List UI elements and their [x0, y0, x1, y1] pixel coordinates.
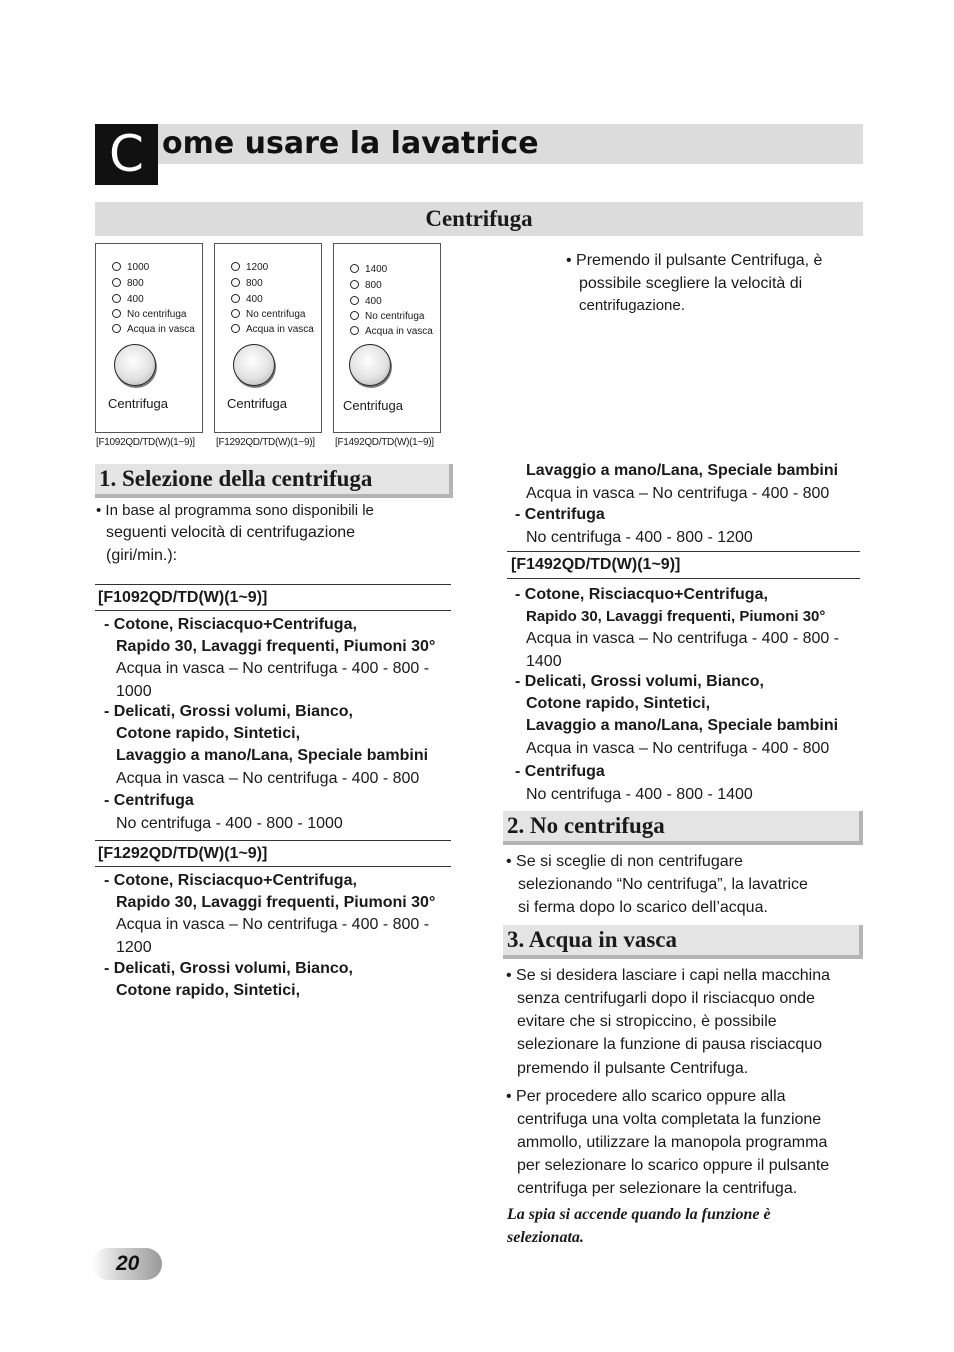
body-line: premendo il pulsante Centrifuga. — [517, 1060, 749, 1077]
intro-line: possibile scegliere la velocità di — [579, 275, 803, 292]
speed-list: Acqua in vasca – No centrifuga - 400 - 800 - — [116, 660, 430, 677]
model-heading: [F1292QD/TD(W)(1~9)] — [98, 845, 268, 862]
intro-line: centrifugazione. — [579, 297, 685, 314]
led-icon — [112, 294, 121, 303]
body-line: centrifuga una volta completata la funzione — [517, 1111, 822, 1128]
model-heading: [F1492QD/TD(W)(1~9)] — [511, 556, 681, 573]
body-line: (giri/min.): — [106, 547, 178, 564]
chapter-title: ome usare la lavatrice — [162, 126, 539, 161]
body-line: • Per procedere allo scarico oppure alla — [506, 1088, 786, 1105]
spin-knob-icon — [233, 344, 275, 386]
speed-list: Acqua in vasca – No centrifuga - 400 - 800 — [526, 485, 830, 502]
speed-list: No centrifuga - 400 - 800 - 1400 — [526, 786, 753, 803]
speed-list: 1000 — [116, 683, 152, 700]
body-line: selezionando “No centrifuga”, la lavatrice — [518, 876, 808, 893]
divider — [95, 840, 451, 841]
led-icon — [231, 309, 240, 318]
body-line: • Se si desidera lasciare i capi nella macchina — [506, 967, 830, 984]
divider — [507, 551, 860, 552]
divider — [95, 584, 451, 585]
program-group: Lavaggio a mano/Lana, Speciale bambini — [526, 717, 839, 734]
section-title: Centrifuga — [95, 202, 863, 236]
page-number-badge — [92, 1248, 162, 1280]
panel-caption: [F1292QD/TD(W)(1~9)] — [216, 437, 315, 448]
speed-list: Acqua in vasca – No centrifuga - 400 - 800 - — [116, 916, 430, 933]
panel-option: 1200 — [231, 262, 268, 274]
program-group: Rapido 30, Lavaggi frequenti, Piumoni 30° — [116, 894, 436, 911]
body-line: ammollo, utilizzare la manopola programma — [517, 1134, 828, 1151]
panel-option: Acqua in vasca — [112, 324, 195, 336]
panel-option: 800 — [231, 278, 263, 290]
knob-label: Centrifuga — [108, 396, 168, 411]
led-icon — [350, 326, 359, 335]
panel-option: No centrifuga — [112, 309, 186, 321]
program-group: Lavaggio a mano/Lana, Speciale bambini — [526, 462, 839, 479]
speed-list: Acqua in vasca – No centrifuga - 400 - 800 - — [526, 630, 840, 647]
program-group: - Cotone, Risciacquo+Centrifuga, — [515, 586, 768, 603]
program-group: Cotone rapido, Sintetici, — [526, 695, 711, 712]
panel-caption: [F1092QD/TD(W)(1~9)] — [96, 437, 195, 448]
panel-option: 400 — [231, 294, 263, 306]
subsection-title-2: 2. No centrifuga — [503, 811, 863, 845]
led-icon — [350, 311, 359, 320]
led-icon — [112, 324, 121, 333]
program-group: - Cotone, Risciacquo+Centrifuga, — [104, 872, 357, 889]
panel-option: 400 — [112, 294, 144, 306]
led-icon — [350, 264, 359, 273]
program-group: Rapido 30, Lavaggi frequenti, Piumoni 30° — [526, 608, 826, 625]
panel-option: Acqua in vasca — [231, 324, 314, 336]
panel-option: 800 — [350, 280, 382, 292]
program-group: Rapido 30, Lavaggi frequenti, Piumoni 30° — [116, 638, 436, 655]
panel-option: No centrifuga — [350, 311, 424, 323]
panel-option: 800 — [112, 278, 144, 290]
subsection-title-1: 1. Selezione della centrifuga — [95, 464, 453, 498]
program-group: Cotone rapido, Sintetici, — [116, 982, 301, 999]
divider — [95, 610, 451, 611]
program-group: Cotone rapido, Sintetici, — [116, 725, 301, 742]
led-icon — [231, 278, 240, 287]
divider — [507, 578, 860, 579]
body-line: centrifuga per selezionare la centrifuga. — [517, 1180, 798, 1197]
spin-panel-1092 — [95, 243, 203, 433]
panel-option: 1000 — [112, 262, 149, 274]
program-group: Lavaggio a mano/Lana, Speciale bambini — [116, 747, 429, 764]
intro-line: • Premendo il pulsante Centrifuga, è — [566, 252, 823, 269]
program-group: - Delicati, Grossi volumi, Bianco, — [104, 960, 353, 977]
speed-list: Acqua in vasca – No centrifuga - 400 - 800 — [116, 770, 420, 787]
led-icon — [112, 309, 121, 318]
led-icon — [231, 324, 240, 333]
model-heading: [F1092QD/TD(W)(1~9)] — [98, 589, 268, 606]
program-group: - Centrifuga — [104, 792, 194, 809]
program-group: - Centrifuga — [515, 506, 605, 523]
led-icon — [112, 278, 121, 287]
panel-caption: [F1492QD/TD(W)(1~9)] — [335, 437, 434, 448]
body-line: • Se si sceglie di non centrifugare — [506, 853, 743, 870]
panel-option: 1400 — [350, 264, 387, 276]
led-icon — [350, 296, 359, 305]
speed-list: No centrifuga - 400 - 800 - 1200 — [526, 529, 753, 546]
speed-list: No centrifuga - 400 - 800 - 1000 — [116, 815, 343, 832]
speed-list: 1200 — [116, 939, 152, 956]
led-icon — [350, 280, 359, 289]
body-line: • In base al programma sono disponibili le — [96, 502, 374, 519]
chapter-initial: C — [95, 124, 158, 185]
body-line: evitare che si stropiccino, è possibile — [517, 1013, 777, 1030]
led-icon — [112, 262, 121, 271]
spin-knob-icon — [114, 344, 156, 386]
led-icon — [231, 262, 240, 271]
body-line: selezionare la funzione di pausa risciacquo — [517, 1036, 823, 1053]
speed-list: 1400 — [526, 653, 562, 670]
panel-option: 400 — [350, 296, 382, 308]
page-number: 20 — [116, 1252, 140, 1275]
spin-panel-1292 — [214, 243, 322, 433]
spin-knob-icon — [349, 344, 391, 386]
program-group: - Centrifuga — [515, 763, 605, 780]
knob-label: Centrifuga — [227, 396, 287, 411]
body-line: per selezionare lo scarico oppure il pulsante — [517, 1157, 830, 1174]
program-group: - Delicati, Grossi volumi, Bianco, — [515, 673, 764, 690]
knob-label: Centrifuga — [343, 398, 403, 413]
body-line: seguenti velocità di centrifugazione — [106, 524, 356, 541]
body-line: senza centrifugarli dopo il risciacquo onde — [517, 990, 815, 1007]
body-line: si ferma dopo lo scarico dell’acqua. — [518, 899, 768, 916]
panel-option: Acqua in vasca — [350, 326, 433, 338]
subsection-title-3: 3. Acqua in vasca — [503, 925, 863, 959]
program-group: - Delicati, Grossi volumi, Bianco, — [104, 703, 353, 720]
note-line: selezionata. — [507, 1229, 584, 1246]
speed-list: Acqua in vasca – No centrifuga - 400 - 800 — [526, 740, 830, 757]
led-icon — [231, 294, 240, 303]
program-group: - Cotone, Risciacquo+Centrifuga, — [104, 616, 357, 633]
divider — [95, 866, 451, 867]
spin-panel-1492 — [333, 243, 441, 433]
panel-option: No centrifuga — [231, 309, 305, 321]
note-line: La spia si accende quando la funzione è — [507, 1206, 771, 1223]
